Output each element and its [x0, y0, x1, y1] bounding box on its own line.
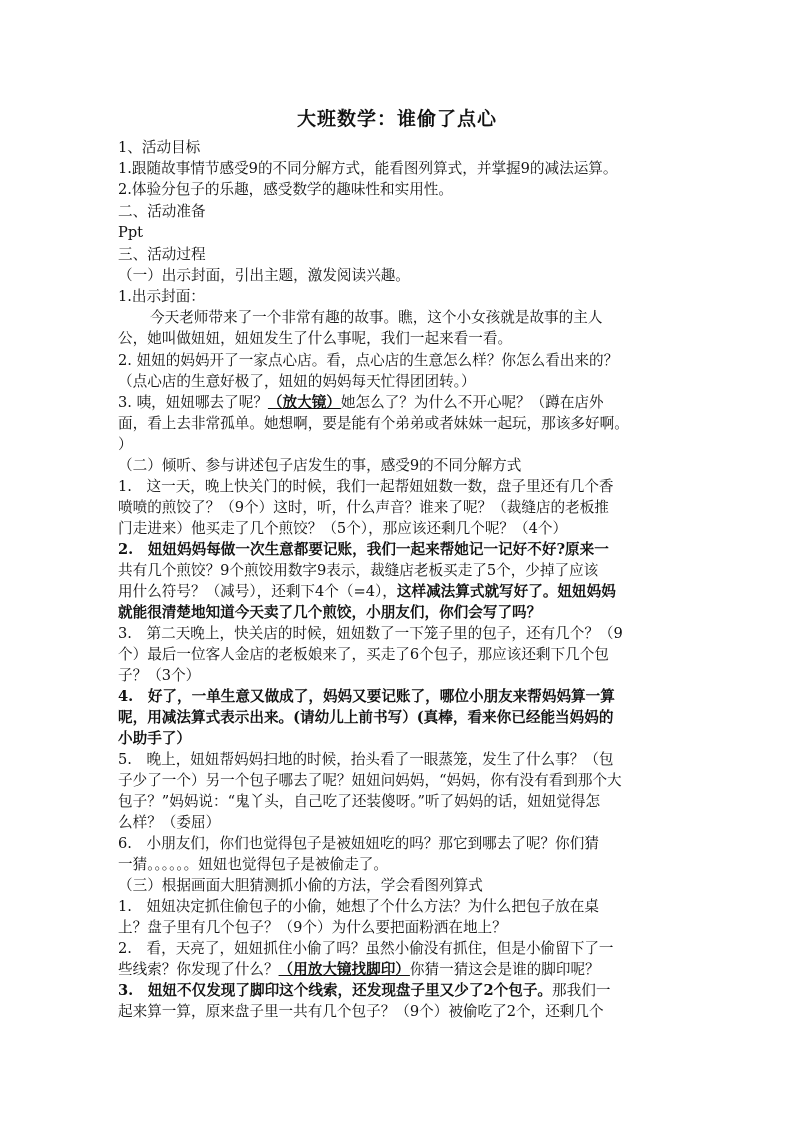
paragraph-line: 3. 第二天晚上，快关店的时候，妞妞数了一下笼子里的包子，还有几个？（9	[118, 625, 623, 642]
paragraph-line: 1.跟随故事情节感受9的不同分解方式，能看图列算式，并掌握9的减法运算。	[118, 160, 618, 177]
paragraph-line: 门走进来）他买走了几个煎饺？（5个），那应该还剩几个呢？（4个）	[118, 520, 568, 537]
paragraph-line: 起来算一算，原来盘子里一共有几个包子？（9个）被偷吃了2个，还剩几个	[118, 1003, 604, 1020]
paragraph-line: Ppt	[118, 224, 144, 241]
paragraph-line: 2. 妞妞的妈妈开了一家点心店。看，点心店的生意怎么样？你怎么看出来的？	[118, 352, 619, 369]
paragraph-line	[118, 582, 616, 602]
paragraph-line: 呢，用减法算式表示出来。(请幼儿上前书写）(真棒，看来你已经能当妈妈的	[118, 709, 614, 726]
section-heading: 1、活动目标	[118, 139, 201, 156]
paragraph-line	[118, 393, 604, 413]
paragraph-line: 上？盘子里有几个包子？（9个）为什么要把面粉洒在地上？	[118, 919, 507, 936]
paragraph-line: 公，她叫做妞妞，妞妞发生了什么事呢，我们一起来看一看。	[118, 330, 513, 347]
paragraph-line: 1. 妞妞决定抓住偷包子的小偷，她想了个什么方法？为什么把包子放在桌	[118, 898, 599, 915]
bold-phrase: 3. 妞妞不仅发现了脚印这个线索，还发现盘子里又少了2个包子。	[118, 982, 553, 999]
paragraph-line: 1.出示封面：	[118, 288, 205, 305]
paragraph-line: 一猜。。。。。。妞妞也觉得包子是被偷走了。	[118, 856, 388, 873]
paragraph-line: （点心店的生意好极了，妞妞的妈妈每天忙得团团转。）	[118, 373, 476, 390]
subsection-heading: （一）出示封面，引出主题，激发阅读兴趣。	[118, 267, 410, 284]
paragraph-line: ）	[118, 436, 133, 453]
paragraph-line: 包子？”妈妈说：“鬼丫头，自己吃了还装傻呀。”听了妈妈的话，妞妞觉得怎	[118, 793, 601, 810]
paragraph-line: 今天老师带来了一个非常有趣的故事。瞧，这个小女孩就是故事的主人	[150, 309, 603, 326]
paragraph-line: 2. 妞妞妈妈每做一次生意都要记账，我们一起来帮她记一记好不好?原来一	[118, 541, 609, 558]
paragraph-line: 6. 小朋友们，你们也觉得包子是被妞妞吃的吗？那它到哪去了呢？你们猜	[118, 835, 599, 852]
section-heading: 三、活动过程	[118, 246, 206, 263]
paragraph-line: 2. 看，天亮了，妞妞抓住小偷了吗？虽然小偷没有抓住，但是小偷留下了一	[118, 940, 614, 957]
section-heading: 二、活动准备	[118, 203, 206, 220]
line-text: 你猜一猜这会是谁的脚印呢？	[409, 961, 600, 978]
paragraph-line: 1. 这一天，晚上快关门的时候，我们一起帮妞妞数一数，盘子里还有几个香	[118, 478, 614, 495]
paragraph-line: 5. 晚上，妞妞帮妈妈扫地的时候，抬头看了一眼蒸笼，发生了什么事？（包	[118, 751, 614, 768]
paragraph-line: 喷喷的煎饺了？（9个）这时，听，什么声音？谁来了呢？（裁缝店的老板推	[118, 499, 609, 516]
paragraph-line: 2.体验分包子的乐趣，感受数学的趣味性和实用性。	[118, 181, 453, 198]
paragraph-line: 个）最后一位客人金店的老板娘来了，买走了6个包子，那应该还剩下几个包	[118, 646, 609, 663]
paragraph-line: 子？（3个）	[118, 667, 201, 684]
line-text: 用什么符号？（减号），还剩下4个（=4），	[118, 583, 397, 600]
bold-phrase: 这样减法算式就写好了。妞妞妈妈	[396, 583, 616, 600]
subsection-heading: （二）倾听、参与讲述包子店发生的事，感受9的不同分解方式	[118, 457, 522, 474]
paragraph-line: 就能很清楚地知道今天卖了几个煎饺，小朋友们，你们会写了吗？	[118, 604, 542, 621]
page-title: 大班数学：谁偷了点心	[296, 108, 497, 130]
underlined-phrase: （用放大镜找脚印）	[278, 961, 410, 978]
paragraph-line: 子少了一个）另一个包子哪去了呢？妞妞问妈妈，“妈妈，你有没有看到那个大	[118, 772, 622, 789]
paragraph-line	[118, 981, 610, 1001]
paragraph-line: 4. 好了，一单生意又做成了，妈妈又要记账了，哪位小朋友来帮妈妈算一算	[118, 688, 615, 705]
line-text: 她怎么了？为什么不开心呢？（蹲在店外	[340, 394, 604, 411]
underlined-phrase: （放大镜）	[267, 394, 341, 411]
paragraph-line: 共有几个煎饺？9个煎饺用数字9表示，裁缝店老板买走了5个，少掉了应该	[118, 562, 599, 579]
line-text: 些线索？你发现了什么？	[118, 961, 279, 978]
paragraph-line: 小助手了）	[118, 730, 191, 747]
paragraph-line: 面，看上去非常孤单。她想啊，要是能有个弟弟或者妹妹一起玩，那该多好啊。	[118, 415, 629, 432]
paragraph-line: 么样？（委屈）	[118, 814, 221, 831]
paragraph-line	[118, 960, 600, 980]
subsection-heading: （三）根据画面大胆猜测抓小偷的方法，学会看图列算式	[118, 877, 483, 894]
line-text: 那我们一	[552, 982, 611, 999]
line-text: 3. 咦，妞妞哪去了呢？	[118, 394, 268, 411]
